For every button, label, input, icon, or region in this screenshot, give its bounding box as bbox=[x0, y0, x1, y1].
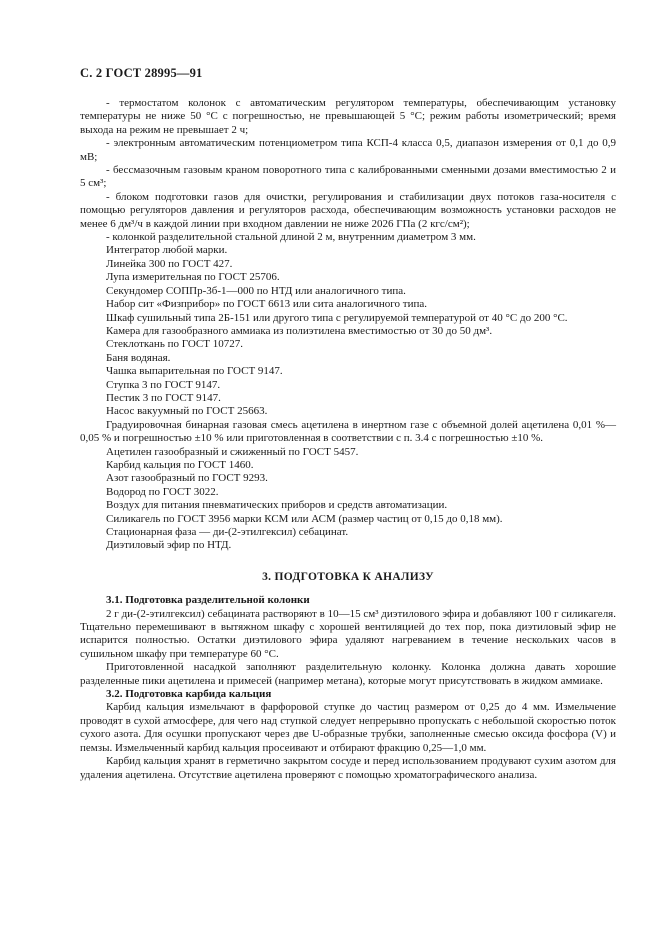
subsection-title: Подготовка карбида кальция bbox=[125, 688, 272, 701]
equipment-item: Стеклоткань по ГОСТ 10727. bbox=[106, 338, 243, 351]
list-item: - термостатом колонок с автоматическим регулятором температуры, обеспечивающим установку температуры не ниже 50 °С с погрешностью, не превышающей 5 °С; режим работы изометрический; время выхода на режим не превышает 2 ч; bbox=[80, 97, 616, 136]
equipment-item: Лупа измерительная по ГОСТ 25706. bbox=[106, 271, 280, 284]
equipment-item: Воздух для питания пневматических приборов и средств автоматизации. bbox=[106, 499, 448, 512]
paragraph: 2 г ди-(2-этилгексил) себацината растворяют в 10—15 см³ диэтилового эфира и добавляют 100 г силикагеля. Тщательно перемешивают в вытяжном шкафу с хорошей вентиляцией до тех пор, пока диэтиловый эфир не испарится полностью. Остатки диэтилового эфира удаляют нагреванием в течение нескольких часов в сушильном шкафу при температуре 60 °С. bbox=[80, 607, 616, 660]
subsection-heading bbox=[80, 594, 616, 607]
section-title: 3. ПОДГОТОВКА К АНАЛИЗУ bbox=[262, 570, 434, 583]
subsection-title: Подготовка разделительной колонки bbox=[125, 594, 310, 607]
equipment-item: Линейка 300 по ГОСТ 427. bbox=[106, 257, 233, 270]
equipment-item: Диэтиловый эфир по НТД. bbox=[106, 539, 232, 552]
equipment-item: Секундомер СОППр-3б-1—000 по НТД или аналогичного типа. bbox=[106, 284, 406, 297]
paragraph: Приготовленной насадкой заполняют разделительную колонку. Колонка должна давать хорошие разделенные пики ацетилена и примесей (например метана), которые могут присутствовать в жидком аммиаке. bbox=[80, 661, 616, 687]
list-item: - колонкой разделительной стальной длиной 2 м, внутренним диаметром 3 мм. bbox=[106, 231, 476, 244]
equipment-item: Баня водяная. bbox=[106, 351, 171, 364]
equipment-item: Водород по ГОСТ 3022. bbox=[106, 485, 219, 498]
equipment-item: Интегратор любой марки. bbox=[106, 244, 228, 257]
equipment-item: Шкаф сушильный типа 2Б-151 или другого типа с регулируемой температурой от 40 °С до 200 °С. bbox=[106, 311, 568, 324]
subsection-number: 3.2. bbox=[106, 688, 123, 701]
equipment-item: Насос вакуумный по ГОСТ 25663. bbox=[106, 405, 268, 418]
subsection-number: 3.1. bbox=[106, 594, 123, 607]
equipment-item: Стационарная фаза — ди-(2-этилгексил) себацинат. bbox=[106, 526, 349, 538]
document-body bbox=[80, 97, 616, 782]
list-item: - бессмазочным газовым краном поворотного типа с калиброванными сменными дозами вместимостью 2 и 5 см³; bbox=[80, 164, 616, 190]
equipment-item: Силикагель по ГОСТ 3956 марки КСМ или АСМ (размер частиц от 0,15 до 0,18 мм). bbox=[106, 512, 503, 525]
equipment-item: Градуировочная бинарная газовая смесь ацетилена в инертном газе с объемной долей ацетилена 0,01 %—0,05 % и погрешностью ±10 % или приготовленная в соответствии с п. 3.4 с погрешностью ±10 %. bbox=[80, 418, 616, 445]
equipment-item: Пестик 3 по ГОСТ 9147. bbox=[106, 391, 221, 404]
equipment-item: Камера для газообразного аммиака из полиэтилена вместимостью от 30 до 50 дм³. bbox=[106, 324, 493, 337]
equipment-item: Карбид кальция по ГОСТ 1460. bbox=[106, 458, 254, 471]
paragraph: Карбид кальция измельчают в фарфоровой ступке до частиц размером от 0,25 до 4 мм. Измельчение проводят в сухой атмосфере, для чего над ступкой следует непрерывно пропускать с небольшой скоростью поток сухого азота. Для осушки пропускают через две U-образные трубки, заполненные смесью оксида фосфора (V) и пемзы. Измельченный карбид кальция просеивают и отбирают фракцию 0,25—1,0 мм. bbox=[80, 701, 616, 754]
equipment-item: Чашка выпарительная по ГОСТ 9147. bbox=[106, 365, 283, 378]
equipment-item: Азот газообразный по ГОСТ 9293. bbox=[106, 472, 268, 485]
list-item: - блоком подготовки газов для очистки, регулирования и стабилизации двух потоков газа-носителя с помощью регуляторов давления и регуляторов расхода, обеспечивающим возможность установки расходов не менее 6 дм³/ч в каждой линии при входном давлении не ниже 2026 ГПа (2 кгс/см²); bbox=[80, 190, 616, 230]
equipment-item: Ацетилен газообразный и сжиженный по ГОСТ 5457. bbox=[106, 445, 359, 458]
subsection-heading bbox=[80, 688, 616, 701]
equipment-item: Набор сит «Физприбор» по ГОСТ 6613 или сита аналогичного типа. bbox=[106, 298, 428, 311]
paragraph: Карбид кальция хранят в герметично закрытом сосуде и перед использованием продувают сухим азотом для удаления ацетилена. Отсутствие ацетилена проверяют с помощью хроматографического анализа. bbox=[80, 755, 616, 781]
page-header: С. 2 ГОСТ 28995—91 bbox=[80, 66, 203, 80]
list-item: - электронным автоматическим потенциометром типа КСП-4 класса 0,5, диапазон измерения от 0,1 до 0,9 мВ; bbox=[80, 137, 616, 163]
equipment-item: Ступка 3 по ГОСТ 9147. bbox=[106, 378, 221, 391]
